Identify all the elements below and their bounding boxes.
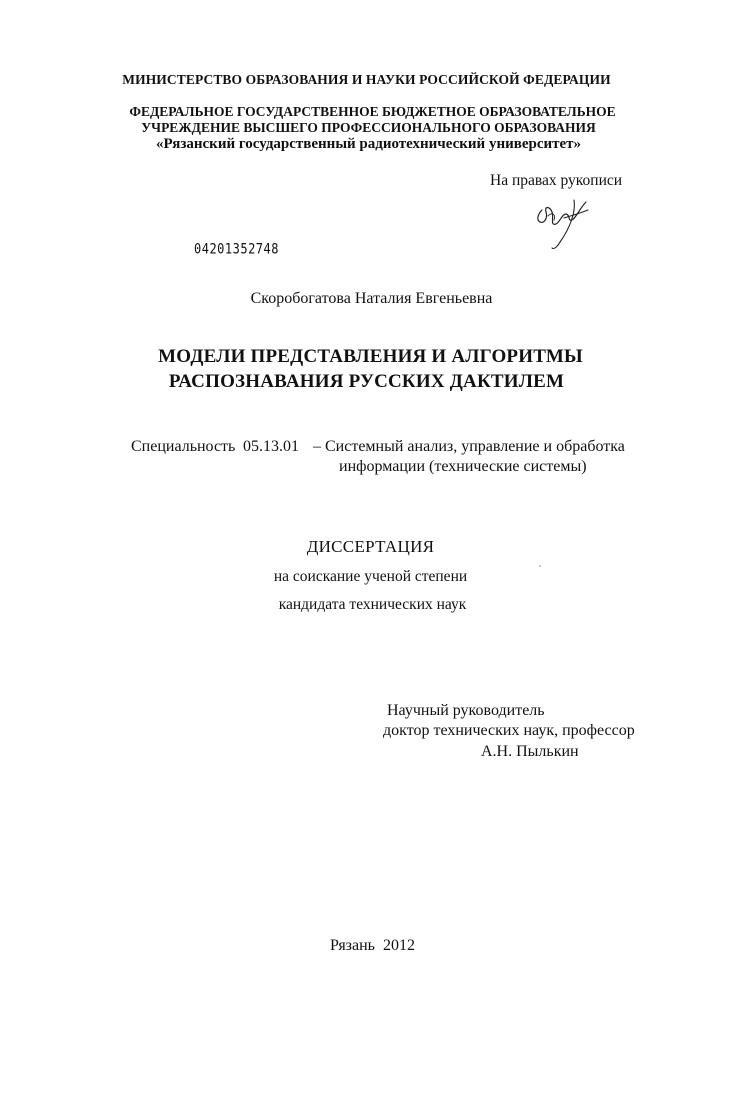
- institution-line-1: ФЕДЕРАЛЬНОЕ ГОСУДАРСТВЕННОЕ БЮДЖЕТНОЕ ОБРАЗОВАТЕЛЬНОЕ: [129, 104, 616, 119]
- title-line-1: МОДЕЛИ ПРЕДСТАВЛЕНИЯ И АЛГОРИТМЫ: [158, 346, 583, 367]
- institution-line-2: УЧРЕЖДЕНИЕ ВЫСШЕГО ПРОФЕССИОНАЛЬНОГО ОБРАЗОВАНИЯ: [141, 120, 596, 135]
- specialty-label: Специальность: [131, 438, 236, 455]
- title-line-2: РАСПОЗНАВАНИЯ РУССКИХ ДАКТИЛЕМ: [168, 371, 565, 392]
- university-name: «Рязанский государственный радиотехнический университет»: [155, 136, 582, 152]
- degree-purpose-line-1: на соискание ученой степени: [273, 568, 468, 585]
- city-and-year: Рязань 2012: [330, 937, 415, 954]
- specialty-description-line-2: информации (технические системы): [339, 458, 587, 475]
- degree-purpose-line-2: кандидата технических наук: [278, 596, 467, 613]
- advisor-name: А.Н. Пылькин: [481, 743, 579, 760]
- manuscript-rights-note: На правах рукописи: [490, 172, 623, 189]
- specialty-description-line-1: – Системный анализ, управление и обработка: [313, 438, 625, 455]
- author-name: Скоробогатова Наталия Евгеньевна: [250, 290, 493, 307]
- scan-speck: [539, 565, 541, 567]
- advisor-degree: доктор технических наук, профессор: [383, 722, 635, 739]
- specialty-code: 05.13.01: [243, 438, 299, 455]
- registration-number: 04201352748: [194, 240, 279, 258]
- dissertation-type: ДИССЕРТАЦИЯ: [306, 537, 435, 556]
- handwritten-signature: [530, 192, 600, 252]
- ministry-heading: МИНИСТЕРСТВО ОБРАЗОВАНИЯ И НАУКИ РОССИЙСКОЙ ФЕДЕРАЦИИ: [122, 72, 611, 87]
- advisor-label: Научный руководитель: [387, 702, 545, 719]
